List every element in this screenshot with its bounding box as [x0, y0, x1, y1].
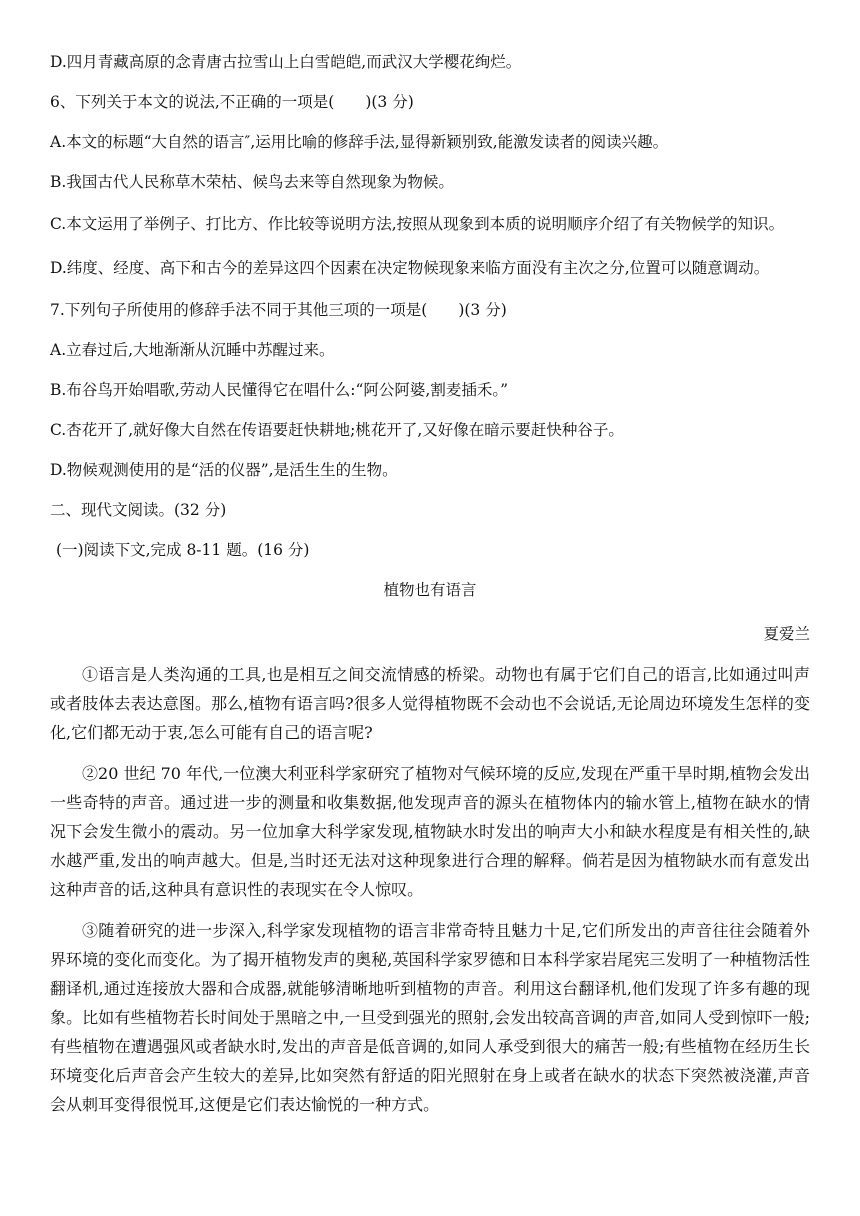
question-7-option-c: C.杏花开了,就好像大自然在传语要赶快耕地;桃花开了,又好像在暗示要赶快种谷子。	[50, 421, 624, 439]
question-7-option-b: B.布谷鸟开始唱歌,劳动人民懂得它在唱什么:“阿公阿婆,割麦插禾。”	[50, 381, 508, 399]
exam-page	[50, 50, 810, 1131]
question-7-option-a: A.立春过后,大地渐渐从沉睡中苏醒过来。	[50, 341, 335, 359]
question-6-option-d: D.纬度、经度、高下和古今的差异这四个因素在决定物候现象来临方面没有主次之分,位置可以随意调动。	[50, 259, 770, 277]
question-6-option-a: A.本文的标题“大自然的语言″,运用比喻的修辞手法,显得新颖别致,能激发读者的阅读兴趣。	[50, 133, 669, 151]
question-7-stem: 7.下列句子所使用的修辞手法不同于其他三项的一项是( )(3 分)	[50, 301, 507, 319]
question-6-option-b: B.我国古代人民称草木荣枯、候鸟去来等自然现象为物候。	[50, 173, 454, 191]
question-7-option-d: D.物候观测使用的是“活的仪器”,是活生生的生物。	[50, 461, 398, 479]
article-paragraph-3: ③随着研究的进一步深入,科学家发现植物的语言非常奇特且魅力十足,它们所发出的声音往往会随着外界环境的变化而变化。为了揭开植物发声的奥秘,英国科学家罗德和日本科学家岩尾宪三发明了一种植物活性翻译机,通过连接放大器和合成器,就能够清晰地听到植物的声音。利用这台翻译机,他们发现了许多有趣的现象。比如有些植物若长时间处于黑暗之中,一旦受到强光的照射,会发出较高音调的声音,如同人受到惊吓一般;有些植物在遭遇强风或者缺水时,发出的声音是低音调的,如同人承受到很大的痛苦一般;有些植物在经历生长环境变化后声音会产生较大的差异,比如突然有舒适的阳光照射在身上或者在缺水的状态下突然被浇灌,声音会从刺耳变得很悦耳,这便是它们表达愉悦的一种方式。	[50, 921, 810, 1114]
question-6-stem: 6、下列关于本文的说法,不正确的一项是( )(3 分)	[50, 93, 414, 111]
question-6-option-c: C.本文运用了举例子、打比方、作比较等说明方法,按照从现象到本质的说明顺序介绍了有关物候学的知识。	[50, 215, 785, 233]
article-paragraph-2: ②20 世纪 70 年代,一位澳大利亚科学家研究了植物对气候环境的反应,发现在严重干旱时期,植物会发出一些奇特的声音。通过进一步的测量和收集数据,他发现声音的源头在植物体内的输水管上,植物在缺水的情况下会发生微小的震动。另一位加拿大科学家发现,植物缺水时发出的响声大小和缺水程度是有相关性的,缺水越严重,发出的响声越大。但是,当时还无法对这种现象进行合理的解释。倘若是因为植物缺水而有意发出这种声音的话,这种具有意识性的表现实在令人惊叹。	[50, 764, 810, 899]
article-title: 植物也有语言	[383, 581, 477, 599]
article-paragraph-1: ①语言是人类沟通的工具,也是相互之间交流情感的桥梁。动物也有属于它们自己的语言,比如通过叫声或者肢体去表达意图。那么,植物有语言吗?很多人觉得植物既不会动也不会说话,无论周边环境发生怎样的变化,它们都无动于衷,怎么可能有自己的语言呢?	[50, 665, 810, 742]
question-5-option-d: D.四月青藏高原的念青唐古拉雪山上白雪皑皑,而武汉大学樱花绚烂。	[50, 53, 522, 71]
section-heading: 二、现代文阅读。(32 分)	[50, 501, 227, 519]
article-author: 夏爱兰	[763, 625, 810, 643]
subsection-heading: (一)阅读下文,完成 8-11 题。(16 分)	[56, 541, 310, 559]
